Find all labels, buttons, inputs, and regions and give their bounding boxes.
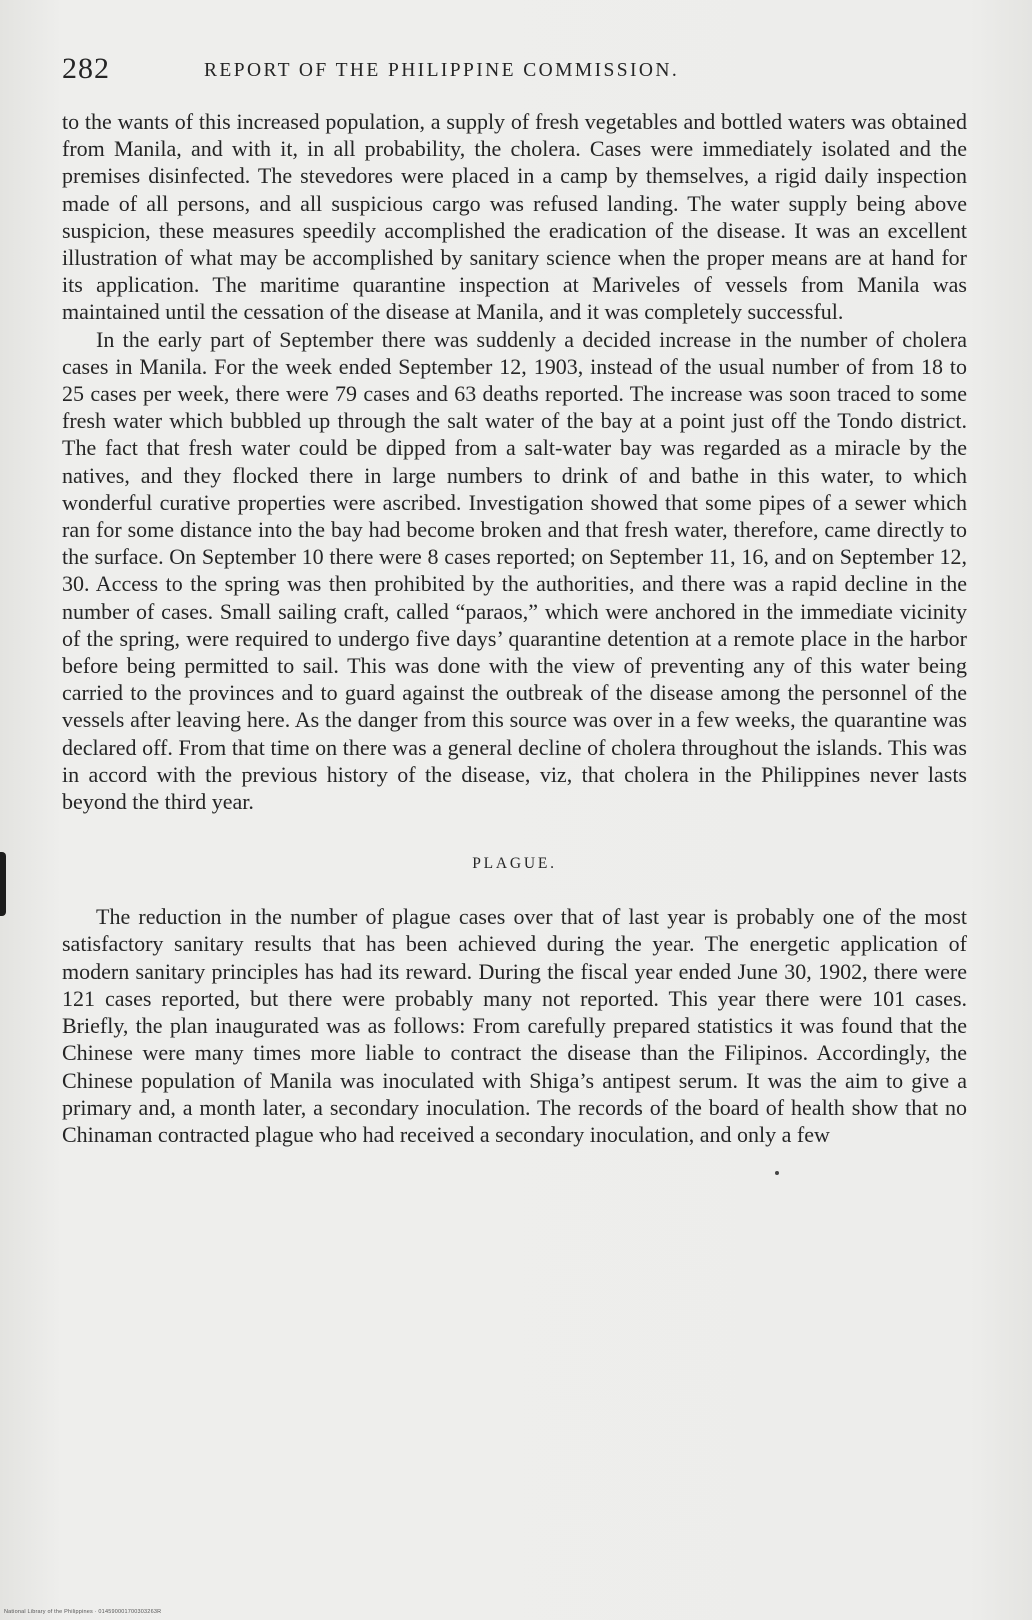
running-head: REPORT OF THE PHILIPPINE COMMISSION.: [204, 60, 680, 81]
paragraph-cholera-mariveles: to the wants of this increased population, a supply of fresh vegetables and bottled waters was obtained from Manila, and with it, in all probability, the cholera. Cases were immediately isolated and the premises disinfected. The stevedores were placed in a camp by themselves, a rigid daily inspection made of all persons, and all suspicious cargo was refused landing. The water supply being above suspicion, these measures speedily accomplished the eradication of the disease. It was an excellent illustration of what may be accomplished by sanitary science when the proper means are at hand for its application. The maritime quarantine inspection at Mariveles of vessels from Manila was maintained until the cessation of the disease at Manila, and it was completely successful.: [62, 109, 967, 325]
paragraph-plague: The reduction in the number of plague cases over that of last year is probably one of the most satisfactory sanitary results that has been achieved during the year. The energetic application of modern sanitary principles has had its reward. During the fiscal year ended June 30, 1902, there were 121 cases reported, but there were probably many not reported. This year there were 101 cases. Briefly, the plan inaugurated was as follows: From carefully prepared statistics it was found that the Chinese were many times more liable to contract the disease than the Filipinos. Accordingly, the Chinese population of Manila was inoculated with Shiga’s antipest serum. It was the aim to give a primary and, a month later, a secondary inoculation. The records of the board of health show that no Chinaman contracted plague who had received a secondary inoculation, and only a few: [62, 904, 967, 1147]
page-header: [62, 52, 962, 92]
scan-footer: National Library of the Philippines · 014590001700303263R: [4, 1609, 162, 1615]
section-heading-plague: PLAGUE.: [472, 855, 557, 873]
paragraph-cholera-september: In the early part of September there was suddenly a decided increase in the number of cholera cases in Manila. For the week ended September 12, 1903, instead of the usual number of from 18 to 25 cases per week, there were 79 cases and 63 deaths reported. The increase was soon traced to some fresh water which bubbled up through the salt water of the bay at a point just off the Tondo district. The fact that fresh water could be dipped from a salt-water bay was regarded as a miracle by the natives, and they flocked there in large numbers to drink of and bathe in this water, to which wonderful curative properties were ascribed. Investigation showed that some pipes of a sewer which ran for some distance into the bay had become broken and that fresh water, therefore, came directly to the surface. On September 10 there were 8 cases reported; on September 11, 16, and on September 12, 30. Access to the spring was then prohibited by the authorities, and there was a rapid decline in the number of cases. Small sailing craft, called “paraos,” which were anchored in the immediate vicinity of the spring, were required to undergo five days’ quarantine detention at a remote place in the harbor before being permitted to sail. This was done with the view of preventing any of this water being carried to the provinces and to guard against the outbreak of the disease among the personnel of the vessels after leaving here. As the danger from this source was over in a few weeks, the quarantine was declared off. From that time on there was a general decline of cholera throughout the islands. This was in accord with the previous history of the disease, viz, that cholera in the Philippines never lasts beyond the third year.: [62, 326, 967, 815]
scan-edge-mark: [0, 852, 6, 916]
body-text: [62, 108, 967, 1148]
page-number: 282: [62, 52, 110, 85]
print-speck: [775, 1171, 779, 1175]
